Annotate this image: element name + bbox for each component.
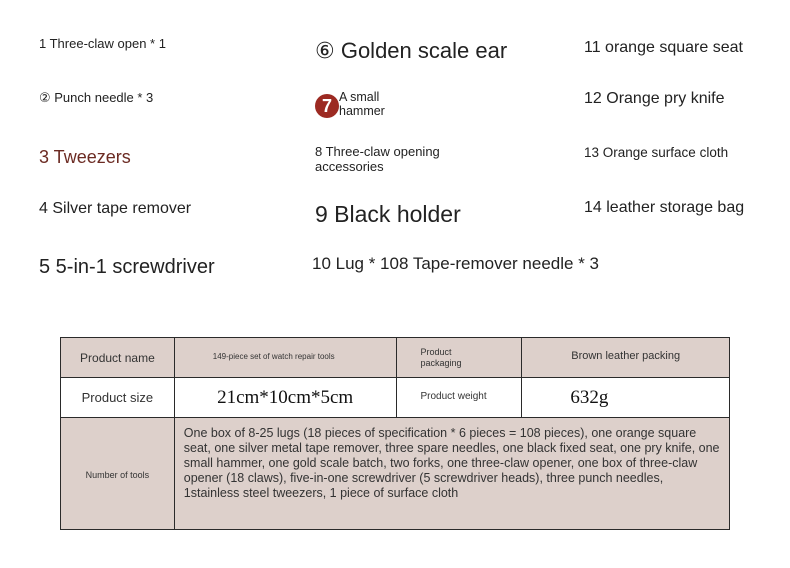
item-3-tweezers: 3 Tweezers (39, 147, 131, 167)
item-2-punch-needle: ② Punch needle * 3 (39, 90, 154, 105)
item-8-three-claw-accessories: 8 Three-claw opening accessories (315, 144, 440, 174)
size-value: 21cm*10cm*5cm (217, 386, 354, 408)
item-13-orange-surface-cloth: 13 Orange surface cloth (584, 145, 729, 160)
weight-value: 632g (570, 386, 609, 408)
product-name-label: Product name (61, 338, 175, 378)
size-label: Product size (61, 378, 175, 418)
item-6-golden-scale-ear: ⑥ Golden scale ear (315, 38, 508, 63)
item-11-orange-square-seat: 11 orange square seat (584, 39, 743, 56)
item-12-orange-pry-knife: 12 Orange pry knife (584, 90, 725, 107)
item-14-leather-storage-bag: 14 leather storage bag (584, 199, 745, 216)
item-7-number-badge: 7 (315, 94, 339, 118)
item-1-three-claw-open: 1 Three-claw open * 1 (39, 36, 166, 51)
product-name-value: 149-piece set of watch repair tools (212, 352, 335, 361)
item-7-small-hammer: A small hammer (339, 90, 385, 119)
item-4-silver-tape-remover: 4 Silver tape remover (39, 200, 192, 217)
item-10-lug-tape-remover-needle: 10 Lug * 108 Tape-remover needle * 3 (312, 254, 599, 273)
packaging-label: Product packaging (420, 346, 462, 368)
item-5-screwdriver: 5 5-in-1 screwdriver (39, 256, 215, 278)
packaging-value: Brown leather packing (571, 350, 681, 362)
tools-description: One box of 8-25 lugs (18 pieces of specification * 6 pieces = 108 pieces), one orange square seat, one silver metal tape remover, three spare needles, one black fixed seat, one pry knife, one small hammer, one gold scale batch, two forks, one three-claw opener, one box of three-claw opener (18 claws), five-in-one screwdriver (5 screwdriver heads), three punch needles, 1stainless steel tweezers, 1 piece of surface cloth (174, 418, 729, 530)
spec-table (60, 337, 730, 530)
weight-label: Product weight (420, 391, 487, 402)
tools-label: Number of tools (85, 469, 150, 480)
item-9-black-holder: 9 Black holder (315, 201, 461, 227)
